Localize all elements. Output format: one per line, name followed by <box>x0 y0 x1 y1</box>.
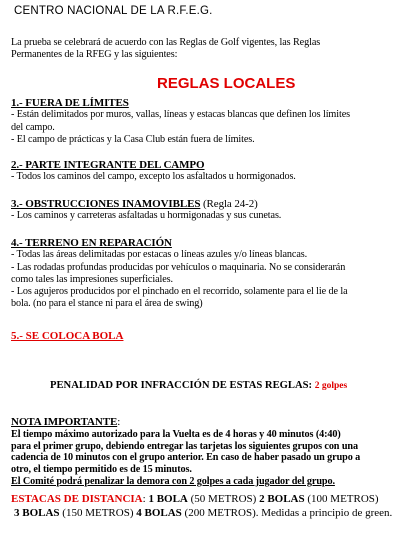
note-line: cadencia de 10 minutos con el grupo anterior. En caso de haber pasado un grupo a <box>11 452 361 464</box>
intro-text <box>11 37 320 62</box>
section-line: - Los agujeros producidos por el pinchado en el recorrido, solamente para el lie de la <box>11 286 348 298</box>
distance-text: (100 METROS) <box>304 493 379 505</box>
distance-item: 3 BOLAS <box>14 507 60 519</box>
distance-text: (50 METROS) <box>187 493 260 505</box>
important-note <box>11 417 360 488</box>
intro-line: La prueba se celebrará de acuerdo con las Reglas de Golf vigentes, las Reglas <box>11 37 321 48</box>
section-line: - Los caminos y carreteras asfaltadas u hormigonadas y sus cunetas. <box>11 210 282 222</box>
section-parte-integrante <box>11 159 296 184</box>
section-heading: 4.- TERRENO EN REPARACIÓN <box>11 237 172 249</box>
distance-colon: : <box>142 493 149 505</box>
note-line: otro, el tiempo permitido es de 15 minutos. <box>11 464 192 476</box>
distance-item: 2 BOLAS <box>259 493 305 505</box>
section-heading: 3.- OBSTRUCCIONES INAMOVIBLES <box>11 198 201 210</box>
section-obstrucciones <box>11 198 281 223</box>
distance-label: ESTACAS DE DISTANCIA <box>11 493 143 505</box>
section-line: - El campo de prácticas y la Casa Club están fuera de límites. <box>11 133 255 145</box>
page-title: REGLAS LOCALES <box>157 75 296 92</box>
section-line: bola. (no para el stance ni para el área de swing) <box>11 298 203 310</box>
intro-line: Permanentes de la RFEG y las siguientes: <box>11 49 178 61</box>
note-colon: : <box>117 416 121 428</box>
distance-stakes <box>11 492 392 520</box>
section-heading: 2.- PARTE INTEGRANTE DEL CAMPO <box>11 159 205 171</box>
section-line: - Todos los caminos del campo, excepto los asfaltados u hormigonados. <box>11 171 296 183</box>
penalty-line <box>50 380 347 391</box>
distance-text: (200 METROS). Medidas a principio de green. <box>181 507 393 519</box>
section-line: como tales las impresiones superficiales. <box>11 273 173 285</box>
distance-text: (150 METROS) <box>59 507 137 519</box>
note-line: El Comité podrá penalizar la demora con 2 golpes a cada jugador del grupo. <box>11 475 335 487</box>
section-fuera-de-limites <box>11 97 350 146</box>
section-heading-suffix: (Regla 24-2) <box>200 198 258 210</box>
note-line: para el primer grupo, debiendo entregar las tarjetas los siguientes grupos con una <box>11 440 358 452</box>
section-line: - Todas las áreas delimitadas por estacas o líneas azules y/o líneas blancas. <box>11 249 308 261</box>
penalty-label: PENALIDAD POR INFRACCIÓN DE ESTAS REGLAS: <box>50 380 315 391</box>
section-line: - Las rodadas profundas producidas por vehículos o maquinaria. No se considerarán <box>11 261 346 273</box>
note-heading: NOTA IMPORTANTE <box>11 416 118 428</box>
section-terreno-en-reparacion <box>11 237 348 311</box>
section-heading: 1.- FUERA DE LÍMITES <box>11 97 129 109</box>
distance-item: 4 BOLAS <box>136 507 182 519</box>
distance-item: 1 BOLA <box>148 493 188 505</box>
penalty-value: 2 golpes <box>314 381 348 391</box>
note-line: El tiempo máximo autorizado para la Vuelta es de 4 horas y 40 minutos (4:40) <box>11 428 341 440</box>
section-se-coloca-bola: 5.- SE COLOCA BOLA <box>11 330 124 342</box>
document-header: CENTRO NACIONAL DE LA R.F.E.G. <box>14 5 213 17</box>
section-line: - Están delimitados por muros, vallas, líneas y estacas blancas que definen los límites <box>11 109 351 121</box>
section-line: del campo. <box>11 121 55 133</box>
